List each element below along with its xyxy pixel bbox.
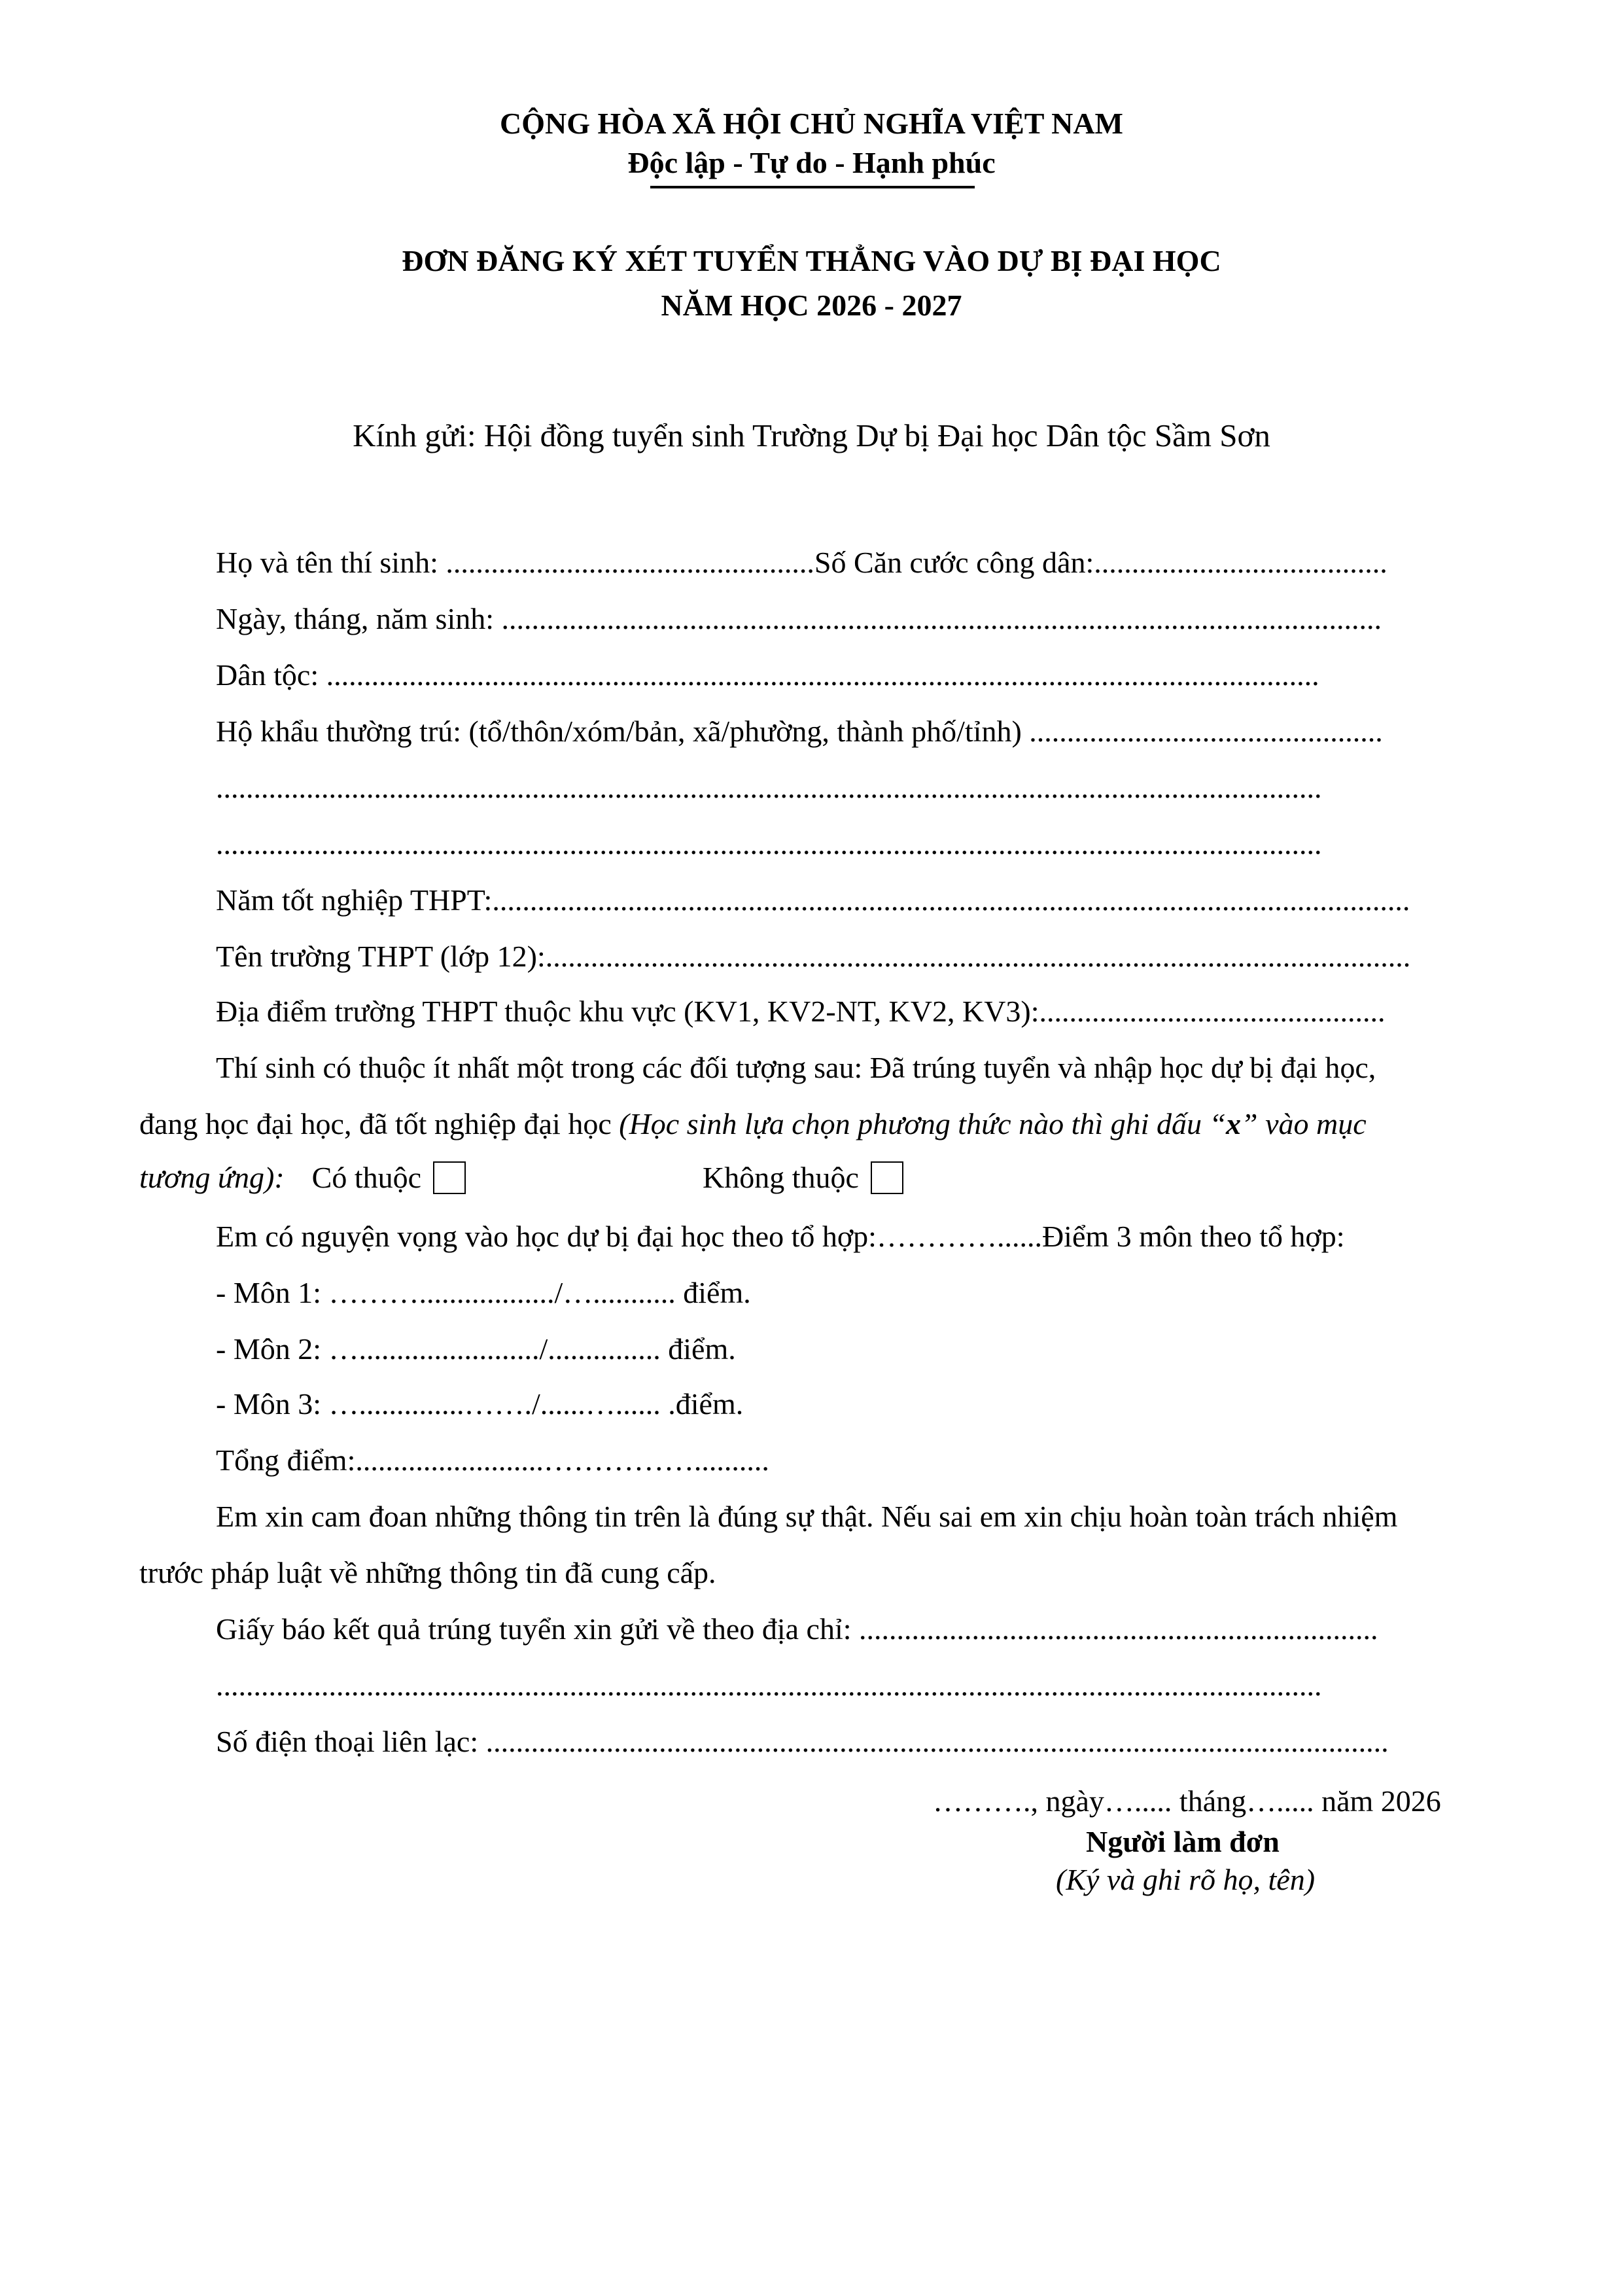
dob-field[interactable]: ..................................................................................................................... (501, 602, 1382, 635)
salutation: Kính gửi: Hội đồng tuyển sinh Trường Dự bị Đại học Dân tộc Sầm Sơn (353, 417, 1270, 453)
option-yes-label: Có thuộc (311, 1161, 422, 1194)
total-score-line (216, 1442, 1505, 1481)
national-title: CỘNG HÒA XÃ HỘI CHỦ NGHĨA VIỆT NAM (500, 107, 1123, 140)
citizen-id-field[interactable]: ....................................... (1094, 546, 1387, 579)
phone-field[interactable]: ........................................................................................................................ (485, 1725, 1389, 1758)
wish-line (216, 1218, 1505, 1258)
subject-1-score[interactable]: - Môn 1: ………................../…........... điểm. (216, 1276, 751, 1309)
mark-x: x (1226, 1107, 1242, 1140)
eligibility-line-2 (139, 1106, 1505, 1145)
subject-2-score[interactable]: - Môn 2: …......................../............... điểm. (216, 1332, 736, 1366)
subject-3-line (216, 1386, 1505, 1425)
residence-line-3 (216, 826, 1505, 865)
signature-date[interactable]: ………., ngày…..... tháng…..... năm 2026 (933, 1784, 1441, 1818)
school-line (216, 938, 1505, 978)
signature-note: (Ký và ghi rõ họ, tên) (1056, 1863, 1316, 1896)
name-and-id-line (216, 544, 1505, 584)
signature-title: Người làm đơn (1086, 1825, 1280, 1858)
eligibility-line-1 (216, 1050, 1505, 1089)
subject-2-line (216, 1331, 1505, 1370)
residence-label: Hộ khẩu thường trú: (tổ/thôn/xóm/bản, xã/phường, thành phố/tỉnh) (216, 715, 1030, 748)
school-label: Tên trường THPT (lớp 12): (216, 940, 546, 973)
subject-1-line (216, 1275, 1505, 1314)
subject-3-score[interactable]: - Môn 3: …..............……./......…...... .điểm. (216, 1387, 744, 1421)
national-motto: Độc lập - Tự do - Hạnh phúc (627, 146, 996, 179)
mailing-label: Giấy báo kết quả trúng tuyển xin gửi về theo địa chỉ: (216, 1612, 860, 1646)
eligibility-instruction-end: ” vào mục (1241, 1107, 1367, 1140)
eligibility-instruction-tail: tương ứng): (139, 1161, 285, 1194)
mailing-field[interactable]: ..................................................................... (859, 1612, 1378, 1646)
graduation-year-label: Năm tốt nghiệp THPT: (216, 883, 493, 917)
form-title: ĐƠN ĐĂNG KÝ XÉT TUYỂN THẲNG VÀO DỰ BỊ ĐẠI HỌC (402, 244, 1221, 277)
residence-field-3[interactable]: ................................................................................................................................................... (216, 827, 1322, 860)
residence-line (216, 713, 1505, 752)
mailing-field-2[interactable]: ................................................................................................................................................... (216, 1669, 1322, 1702)
residence-field[interactable]: ............................................... (1029, 715, 1383, 748)
phone-line (216, 1723, 1505, 1763)
area-line (216, 993, 1505, 1033)
commitment-text-1: Em xin cam đoan những thông tin trên là đúng sự thật. Nếu sai em xin chịu hoàn toàn trách nhiệm (216, 1500, 1398, 1533)
school-year: NĂM HỌC 2026 - 2027 (661, 289, 962, 322)
phone-label: Số điện thoại liên lạc: (216, 1725, 486, 1758)
commitment-line-2 (139, 1555, 1505, 1594)
graduation-year-line (216, 882, 1505, 921)
dob-label: Ngày, tháng, năm sinh: (216, 602, 502, 635)
eligibility-text-1: Thí sinh có thuộc ít nhất một trong các đối tượng sau: Đã trúng tuyển và nhập học dự bị đại học, (216, 1051, 1376, 1084)
mailing-line-2 (216, 1667, 1505, 1706)
option-yes-checkbox[interactable] (433, 1161, 466, 1194)
eligibility-text-2: đang học đại học, đã tốt nghiệp đại học (139, 1107, 620, 1140)
residence-line-2 (216, 769, 1505, 809)
ethnicity-line (216, 657, 1505, 696)
wish-text[interactable]: Em có nguyện vọng vào học dự bị đại học theo tổ hợp:…………......Điểm 3 môn theo tổ hợp: (216, 1220, 1345, 1253)
option-no-checkbox[interactable] (871, 1161, 903, 1194)
mailing-line (216, 1611, 1505, 1650)
motto-underline (650, 186, 975, 188)
name-label: Họ và tên thí sinh: (216, 546, 446, 579)
ethnicity-label: Dân tộc: (216, 658, 326, 692)
eligibility-line-3 (139, 1157, 1505, 1199)
area-label: Địa điểm trường THPT thuộc khu vực (KV1, KV2-NT, KV2, KV3): (216, 995, 1039, 1028)
residence-field-2[interactable]: ................................................................................................................................................... (216, 771, 1322, 804)
eligibility-instruction: (Học sinh lựa chọn phương thức nào thì ghi dấu “ (619, 1107, 1227, 1140)
citizen-id-label: Số Căn cước công dân: (814, 546, 1094, 579)
commitment-text-2: trước pháp luật về những thông tin đã cung cấp. (139, 1556, 716, 1589)
commitment-line-1 (216, 1498, 1505, 1538)
area-field[interactable]: .............................................. (1039, 995, 1386, 1028)
option-no-label: Không thuộc (703, 1161, 859, 1194)
dob-line (216, 601, 1505, 640)
school-field[interactable]: ................................................................................................................... (545, 940, 1411, 973)
total-score[interactable]: Tổng điểm:.........................…………….......... (216, 1443, 769, 1477)
graduation-year-field[interactable]: .......................................................................................................................... (492, 883, 1410, 917)
name-field[interactable]: ................................................. (445, 546, 814, 579)
ethnicity-field[interactable]: .................................................................................................................................... (326, 658, 1319, 692)
